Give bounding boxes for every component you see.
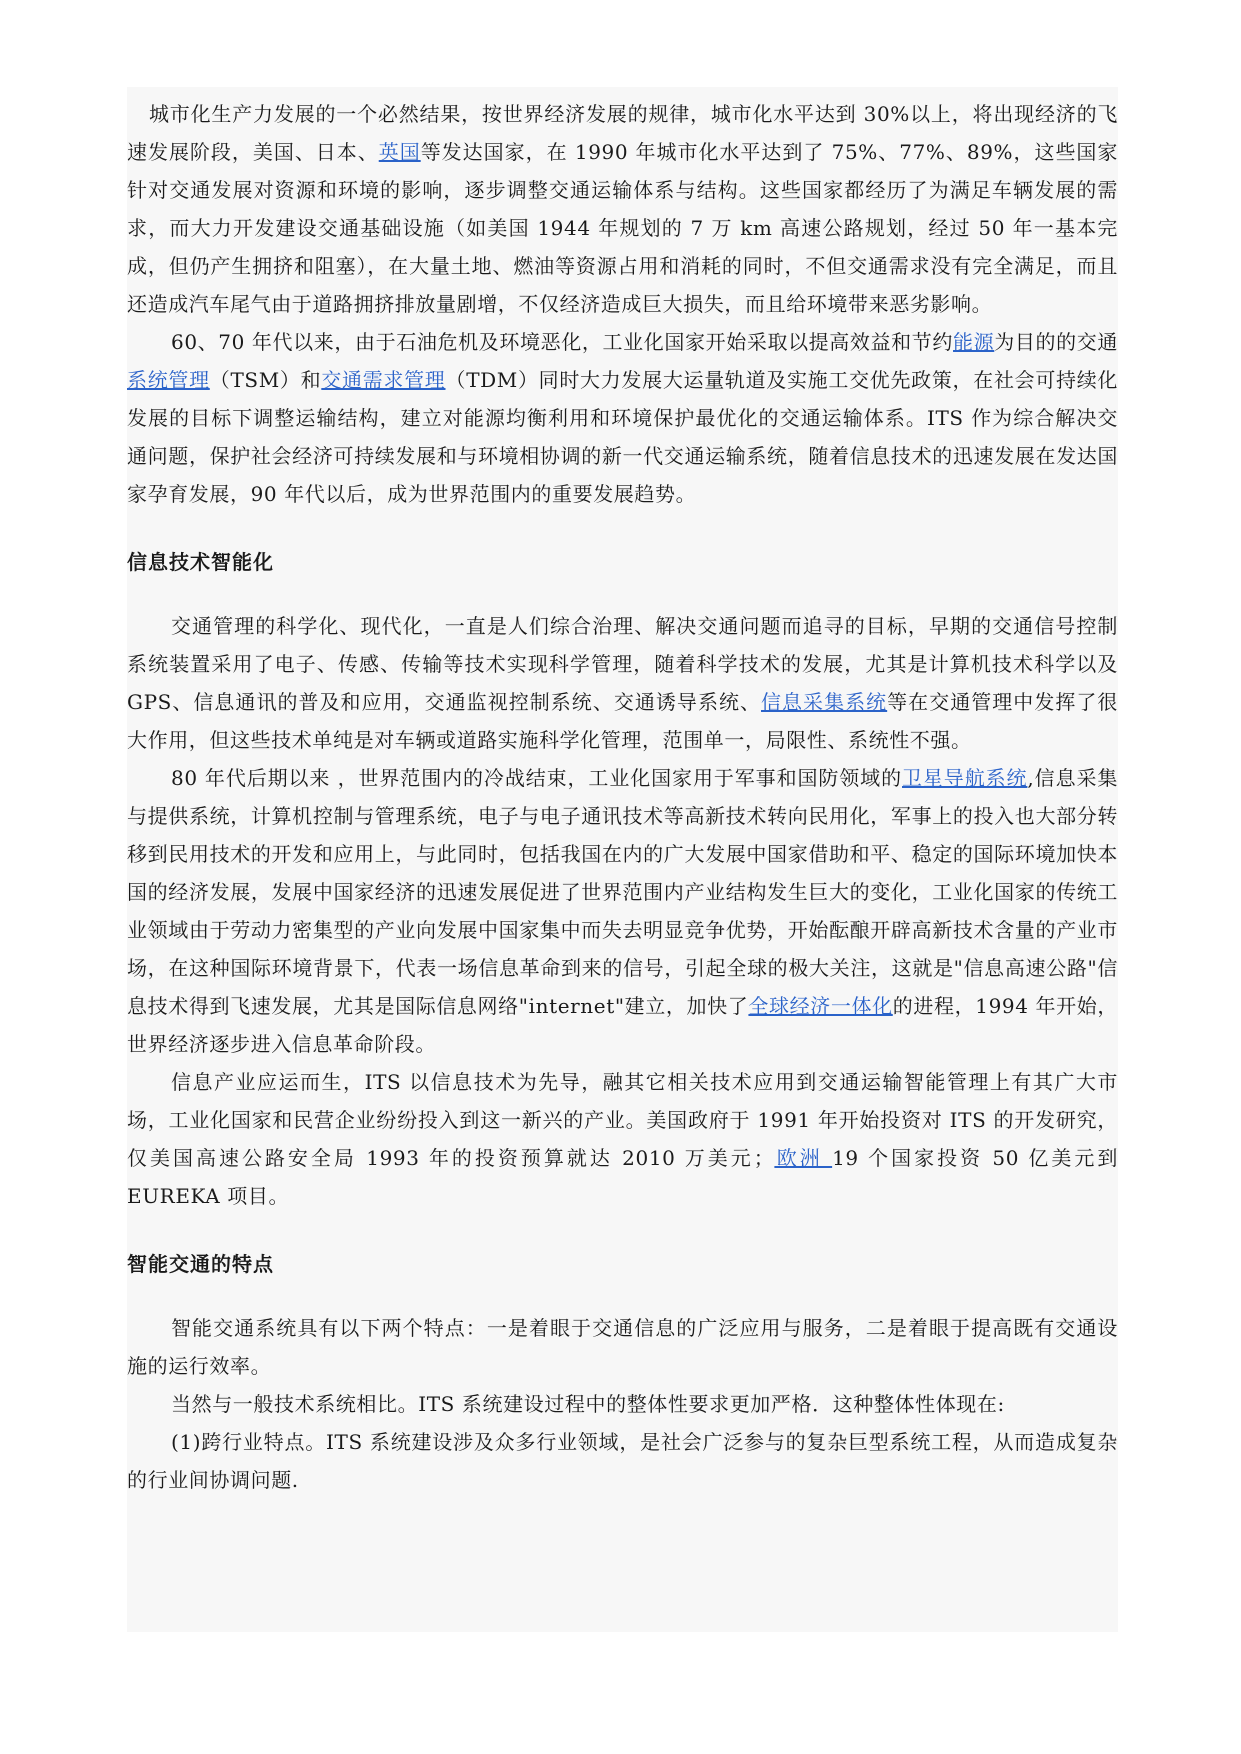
- paragraph-its-two-features: 智能交通系统具有以下两个特点：一是着眼于交通信息的广泛应用与服务，二是着眼于提高既有交通设施的运行效率。: [127, 1316, 1118, 1378]
- text-run: 信息产业应运而生，ITS 以信息技术为先导，融其它相关技术应用到交通运输智能管理上有其广大市场，工业化国家和民营企业纷纷投入到这一新兴的产业。美国政府于 1991 年开始投资对 ITS 的开发研究，仅美国高速公路安全局 1993 年的投资预算就达 2010 万美元；: [127, 1070, 1118, 1170]
- text-run: 80 年代后期以来 ，世界范围内的冷战结束，工业化国家用于军事和国防领域的: [171, 766, 902, 790]
- section-heading-info-tech: 信息技术智能化: [127, 550, 274, 574]
- text-run: 19 个国家投资 50 亿美元到 EUREKA 项目。: [127, 1146, 1118, 1208]
- text-run: 等在交通管理中发挥了很大作用，但这些技术单纯是对车辆或道路实施科学化管理，范围单一，局限性、系统性不强。: [127, 690, 1118, 752]
- text-run: 为目的的交通: [994, 330, 1118, 354]
- spacer: [127, 1283, 1118, 1309]
- spacer: [127, 581, 1118, 607]
- text-run: 交通管理的科学化、现代化，一直是人们综合治理、解决交通问题而追寻的目标，早期的交通信号控制系统装置采用了电子、传感、传输等技术实现科学管理，随着科学技术的发展，尤其是计算机技术科学以及 GPS、信息通讯的普及和应用，交通监视控制系统、交通诱导系统、: [127, 614, 1118, 714]
- text-run: 60、70 年代以来，由于石油危机及环境恶化，工业化国家开始采取以提高效益和节约: [171, 330, 954, 354]
- link-system-management[interactable]: 系统管理: [127, 368, 210, 392]
- text-run: 城市化生产力发展的一个必然结果，按世界经济发展的规律，城市化水平达到 30%以上，将出现经济的飞速发展阶段，美国、日本、: [127, 102, 1118, 164]
- paragraph-traffic-management: [127, 607, 1118, 759]
- text-run: ,信息采集与提供系统，计算机控制与管理系统，电子与电子通讯技术等高新技术转向民用化，军事上的投入也大部分转移到民用技术的开发和应用上，与此同时，包括我国在内的广大发展中国家借助和平、稳定的国际环境加快本国的经济发展，发展中国家经济的迅速发展促进了世界范围内产业结构发生巨大的变化，工业化国家的传统工业领域由于劳动力密集型的产业向发展中国家集中而失去明显竞争优势，开始酝酿开辟高新技术含量的产业市场，在这种国际环境背景下，代表一场信息革命到来的信号，引起全球的极大关注，这就是"信息高速公路"信息技术得到飞速发展，尤其是国际信息网络"internet"建立，加快了: [127, 766, 1118, 1018]
- link-uk[interactable]: 英国: [378, 140, 421, 164]
- spacer: [127, 1215, 1118, 1245]
- link-europe[interactable]: 欧洲: [774, 1146, 833, 1170]
- text-run: （TDM）同时大力发展大运量轨道及实施工交优先政策，在社会可持续化发展的目标下调整运输结构，建立对能源均衡利用和环境保护最优化的交通运输体系。ITS 作为综合解决交通问题，保护社会经济可持续发展和与环境相协调的新一代交通运输系统，随着信息技术的迅速发展在发达国家孕育发展，90 年代以后，成为世界范围内的重要发展趋势。: [127, 368, 1119, 506]
- section-heading-its-features: 智能交通的特点: [127, 1252, 274, 1276]
- link-satellite-navigation[interactable]: 卫星导航系统: [902, 766, 1028, 790]
- link-info-collection-system[interactable]: 信息采集系统: [761, 690, 888, 714]
- link-economic-integration[interactable]: 全球经济一体化: [748, 994, 893, 1018]
- link-demand-management[interactable]: 交通需求管理: [321, 368, 446, 392]
- paragraph-oil-crisis: [127, 323, 1118, 513]
- document-body: [127, 95, 1118, 1499]
- paragraph-info-industry: [127, 1063, 1118, 1215]
- spacer: [127, 513, 1118, 543]
- paragraph-cross-industry: (1)跨行业特点。ITS 系统建设涉及众多行业领域，是社会广泛参与的复杂巨型系统工程，从而造成复杂的行业间协调问题.: [127, 1430, 1118, 1492]
- text-run: 的进程，1994 年开始，世界经济逐步进入信息革命阶段。: [127, 994, 1119, 1056]
- link-energy[interactable]: 能源: [953, 330, 995, 354]
- text-run: 等发达国家，在 1990 年城市化水平达到了 75%、77%、89%，这些国家针对交通发展对资源和环境的影响，逐步调整交通运输体系与结构。这些国家都经历了为满足车辆发展的需求，而大力开发建设交通基础设施（如美国 1944 年规划的 7 万 km 高速公路规划，经过 50 年一基本完成，但仍产生拥挤和阻塞），在大量土地、燃油等资源占用和消耗的同时，不但交通需求没有完全满足，而且还造成汽车尾气由于道路拥挤排放量剧增，不仅经济造成巨大损失，而且给环境带来恶劣影响。: [127, 140, 1119, 316]
- text-run: （TSM）和: [209, 368, 322, 392]
- paragraph-cold-war: [127, 759, 1118, 1063]
- paragraph-its-integrity: 当然与一般技术系统相比。ITS 系统建设过程中的整体性要求更加严格．这种整体性体现在:: [171, 1392, 1005, 1416]
- paragraph-urbanization: [127, 95, 1118, 323]
